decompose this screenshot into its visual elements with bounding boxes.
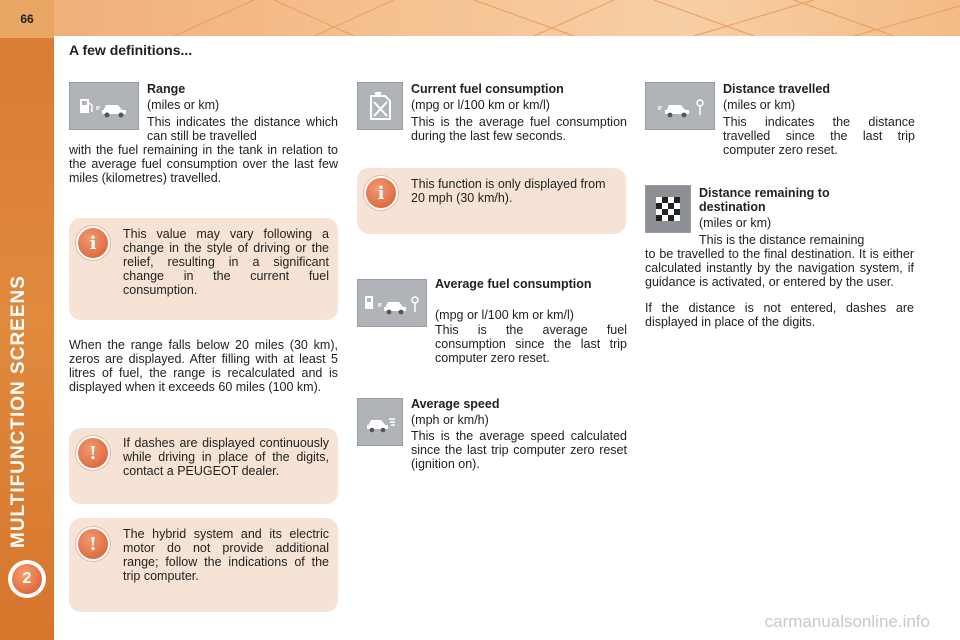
average-fuel-title: Average fuel consumption (435, 277, 592, 291)
distance-travelled-unit: (miles or km) (723, 98, 796, 112)
distance-remaining-body: to be travelled to the final destination. It is either calculated instantly by the navigation system, if guidance is activated, or entered by the user. (645, 247, 914, 289)
range-intro: This indicates the distance which can still be travelled (147, 115, 338, 143)
average-fuel-unit: (mpg or l/100 km or km/l) (435, 308, 574, 322)
current-fuel-icon-box (357, 82, 403, 130)
distance-travelled-title: Distance travelled (723, 82, 830, 96)
range-warning-2-text: The hybrid system and its electric motor do not provide additional range; follow the indications of the trip computer. (123, 527, 329, 583)
range-warning-1-text: If dashes are displayed continuously while driving in place of the digits, contact a PEUGEOT dealer. (123, 436, 329, 478)
average-fuel-icon-box (357, 279, 427, 327)
average-speed-icon-box (357, 398, 403, 446)
chapter-badge (8, 560, 46, 598)
checkered-flag-icon (653, 194, 683, 224)
distance-remaining-title: Distance remaining to destination (699, 186, 830, 214)
info-icon: i (364, 176, 398, 210)
warning-icon: ! (76, 436, 110, 470)
watermark: carmanualsonline.info (764, 612, 930, 631)
current-fuel-unit: (mpg or l/100 km or km/l) (411, 98, 550, 112)
distance-remaining-unit: (miles or km) (699, 216, 772, 230)
distance-travelled-body: This indicates the distance travelled since the last trip computer zero reset. (723, 115, 915, 157)
average-fuel-body: This is the average fuel consumption since the last trip computer zero reset. (435, 323, 627, 365)
chapter-number: 2 (12, 564, 42, 594)
speeding-car-icon (362, 410, 398, 434)
distance-travelled-icon-box (645, 82, 715, 130)
info-icon: i (76, 226, 110, 260)
current-fuel-note-text: This function is only displayed from 20 mph (30 km/h). (411, 177, 606, 205)
section-title: MULTIFUNCTION SCREENS (8, 275, 29, 548)
banner-decoration (54, 0, 960, 36)
current-fuel-title: Current fuel consumption (411, 82, 564, 96)
header-banner (54, 0, 960, 36)
range-title: Range (147, 82, 186, 96)
fuel-pump-car-icon (76, 93, 132, 119)
fuel-car-gauge-icon (362, 290, 422, 316)
range-body: with the fuel remaining in the tank in relation to the average fuel consumption over the last few miles (kilometres) travelled. (69, 143, 338, 185)
average-speed-unit: (mph or km/h) (411, 413, 489, 427)
page-number: 66 (0, 0, 54, 38)
range-note-text: This value may vary following a change in the style of driving or the relief, resulting in a significant change in the current fuel consumption. (123, 227, 329, 297)
average-speed-body: This is the average speed calculated since the last trip computer zero reset (ignition on). (411, 429, 627, 471)
average-speed-title: Average speed (411, 397, 500, 411)
current-fuel-body: This is the average fuel consumption during the last few seconds. (411, 115, 627, 143)
distance-remaining-paragraph-2: If the distance is not entered, dashes are displayed in place of the digits. (645, 301, 914, 329)
warning-icon: ! (76, 527, 110, 561)
car-distance-icon (652, 93, 708, 119)
fuel-can-icon (365, 90, 395, 122)
page-heading: A few definitions... (69, 42, 193, 58)
range-paragraph-2: When the range falls below 20 miles (30 km), zeros are displayed. After filling with at least 5 litres of fuel, the range is recalculated and is displayed when it exceeds 60 miles (100 km). (69, 338, 338, 394)
range-icon-box (69, 82, 139, 130)
range-unit: (miles or km) (147, 98, 220, 112)
distance-remaining-intro: This is the distance remaining (699, 233, 865, 247)
distance-remaining-icon-box (645, 185, 691, 233)
